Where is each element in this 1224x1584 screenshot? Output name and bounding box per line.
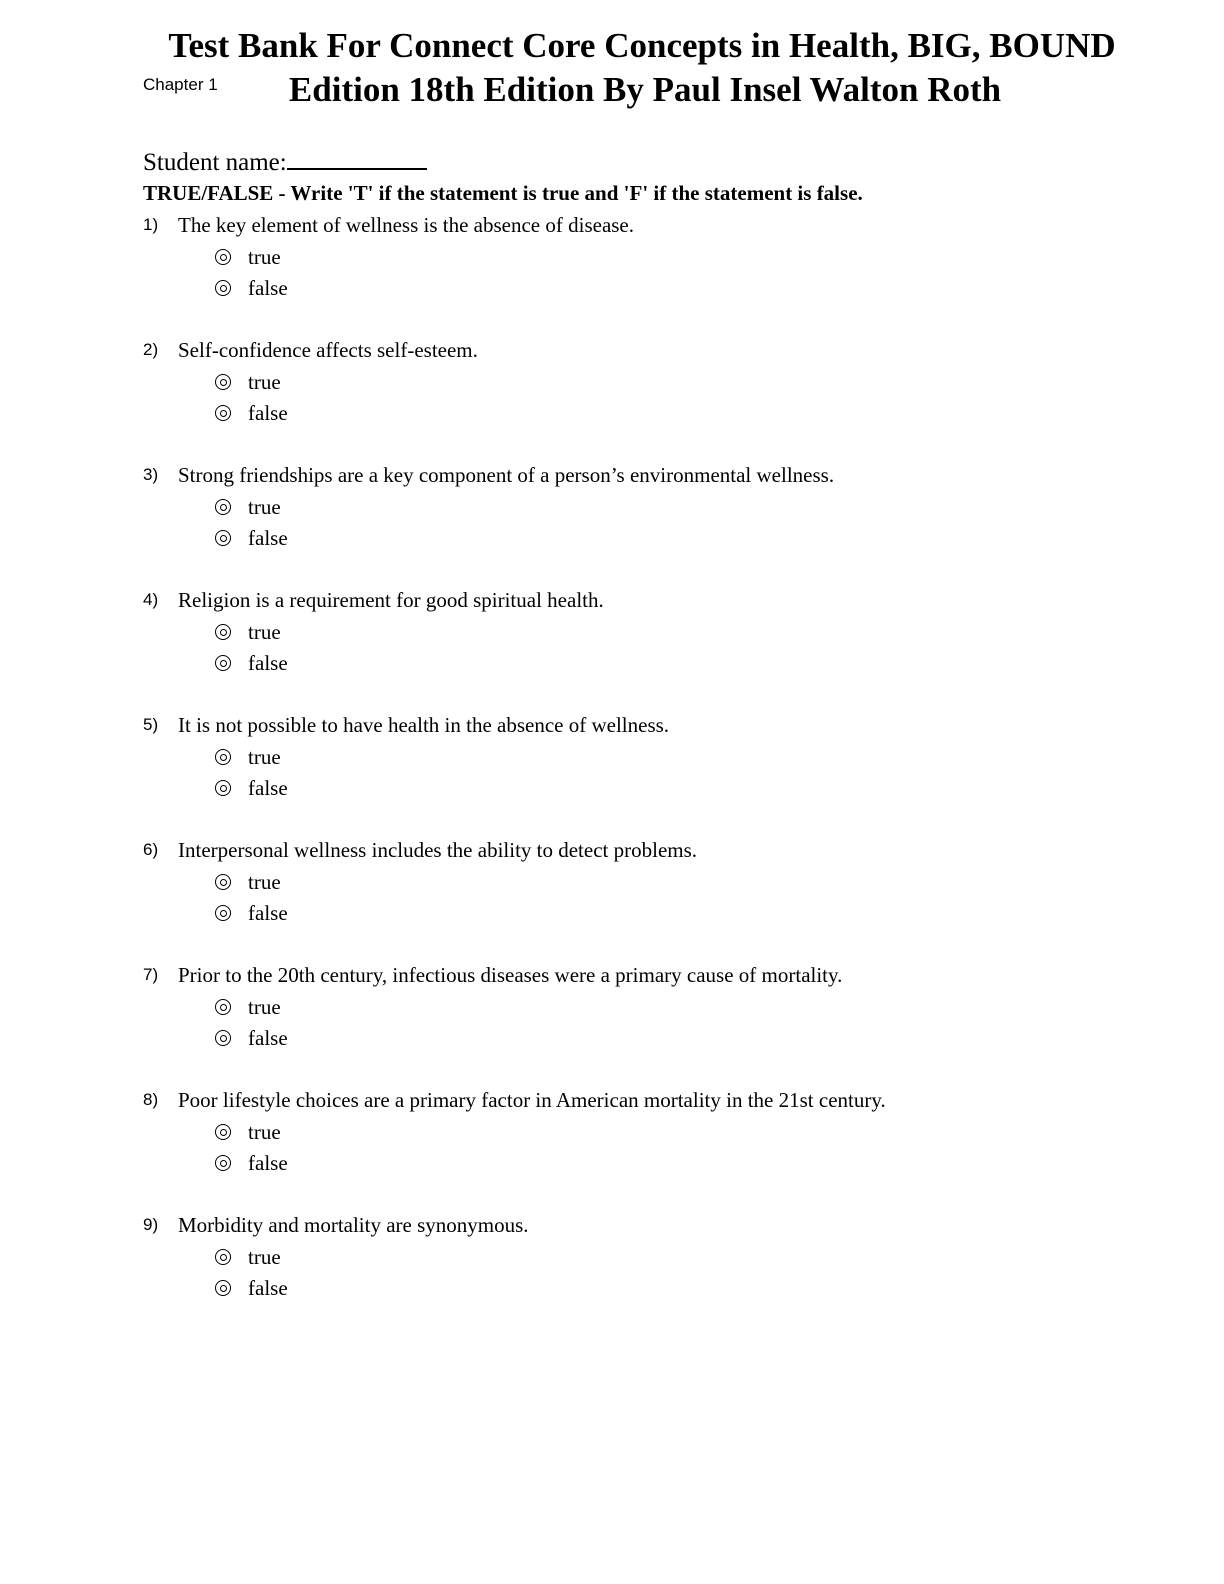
radio-circle-icon[interactable] [215,1030,231,1046]
question-text: Self-confidence affects self-esteem. [178,338,478,362]
radio-circle-icon[interactable] [215,999,231,1015]
question-number: 7) [143,965,159,984]
option-true[interactable] [215,618,281,646]
question-number: 8) [143,1090,159,1109]
question-text: Poor lifestyle choices are a primary factor in American mortality in the 21st century. [178,1088,886,1112]
option-true[interactable] [215,1118,281,1146]
radio-circle-icon[interactable] [215,249,231,265]
question-number: 5) [143,715,159,734]
option-label: true [248,495,281,519]
question-number: 1) [143,215,159,234]
option-label: true [248,370,281,394]
student-name-field [143,144,427,179]
radio-circle-icon[interactable] [215,1155,231,1171]
option-label: false [248,401,288,425]
option-false[interactable] [215,1149,288,1177]
question-text: Interpersonal wellness includes the ability to detect problems. [178,838,698,862]
radio-circle-icon[interactable] [215,624,231,640]
option-label: false [248,1151,288,1175]
option-false[interactable] [215,774,288,802]
option-false[interactable] [215,1024,288,1052]
option-label: false [248,776,288,800]
question-text: Prior to the 20th century, infectious diseases were a primary cause of mortality. [178,963,843,987]
option-label: false [248,651,288,675]
radio-circle-icon[interactable] [215,905,231,921]
question-text: Morbidity and mortality are synonymous. [178,1213,529,1237]
option-label: true [248,745,281,769]
option-true[interactable] [215,743,281,771]
option-label: false [248,901,288,925]
question-number: 6) [143,840,159,859]
radio-circle-icon[interactable] [215,1249,231,1265]
option-true[interactable] [215,368,281,396]
question-number: 2) [143,340,159,359]
radio-circle-icon[interactable] [215,874,231,890]
student-name-blank[interactable] [287,144,427,170]
option-label: true [248,1245,281,1269]
option-true[interactable] [215,243,281,271]
option-true[interactable] [215,868,281,896]
option-label: true [248,620,281,644]
radio-circle-icon[interactable] [215,1124,231,1140]
document-title-line1: Test Bank For Connect Core Concepts in Health, BIG, BOUND [168,26,1116,65]
question-text: Religion is a requirement for good spiritual health. [178,588,604,612]
option-false[interactable] [215,1274,288,1302]
radio-circle-icon[interactable] [215,530,231,546]
option-label: false [248,526,288,550]
option-false[interactable] [215,399,288,427]
option-false[interactable] [215,274,288,302]
option-true[interactable] [215,1243,281,1271]
radio-circle-icon[interactable] [215,280,231,296]
document-title-line2: Edition 18th Edition By Paul Insel Walton Roth [288,70,1002,109]
question-number: 9) [143,1215,159,1234]
question-number: 4) [143,590,159,609]
option-label: true [248,245,281,269]
radio-circle-icon[interactable] [215,780,231,796]
radio-circle-icon[interactable] [215,1280,231,1296]
radio-circle-icon[interactable] [215,655,231,671]
chapter-label: Chapter 1 [143,75,218,94]
question-text: Strong friendships are a key component of a person’s environmental wellness. [178,463,835,487]
radio-circle-icon[interactable] [215,374,231,390]
option-false[interactable] [215,899,288,927]
option-label: true [248,995,281,1019]
option-label: false [248,1276,288,1300]
option-true[interactable] [215,993,281,1021]
question-text: The key element of wellness is the absence of disease. [178,213,635,237]
radio-circle-icon[interactable] [215,749,231,765]
option-label: true [248,1120,281,1144]
question-number: 3) [143,465,159,484]
option-false[interactable] [215,524,288,552]
option-label: true [248,870,281,894]
radio-circle-icon[interactable] [215,499,231,515]
radio-circle-icon[interactable] [215,405,231,421]
question-text: It is not possible to have health in the absence of wellness. [178,713,670,737]
instructions: TRUE/FALSE - Write 'T' if the statement is true and 'F' if the statement is false. [143,181,863,205]
option-false[interactable] [215,649,288,677]
option-label: false [248,1026,288,1050]
option-true[interactable] [215,493,281,521]
option-label: false [248,276,288,300]
student-name-label: Student name: [143,149,287,176]
